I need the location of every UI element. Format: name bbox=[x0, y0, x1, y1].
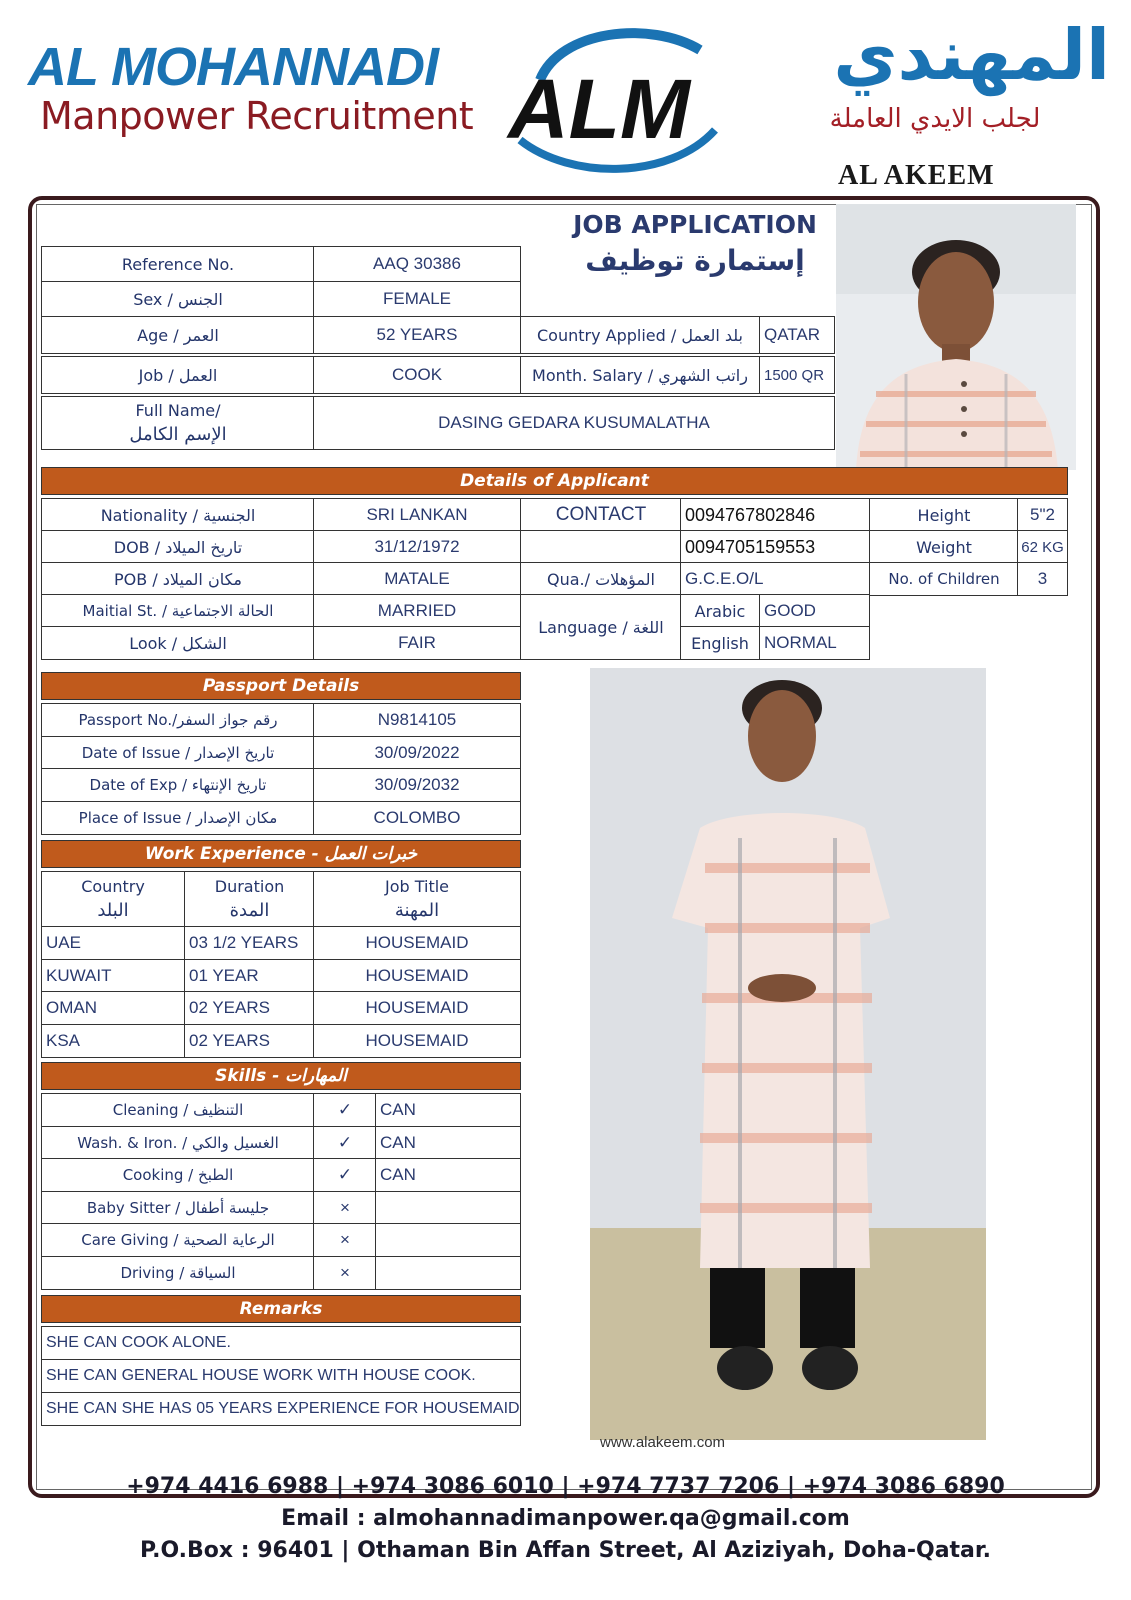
experience-job-title: HOUSEMAID bbox=[313, 959, 521, 993]
footer-address: P.O.Box : 96401 | Othaman Bin Affan Street, Al Aziziyah, Doha-Qatar. bbox=[140, 1538, 991, 1563]
agency-name: AL AKEEM bbox=[838, 160, 995, 191]
skill-cross-icon: × bbox=[313, 1191, 377, 1225]
experience-header bbox=[41, 871, 185, 927]
passport-row-value: COLOMBO bbox=[313, 801, 521, 835]
form-title-en: JOB APPLICATION bbox=[573, 210, 817, 239]
applicant-full-body-photo bbox=[590, 668, 986, 1440]
skill-value bbox=[375, 1191, 521, 1225]
children-value: 3 bbox=[1017, 562, 1068, 596]
remark-line: SHE CAN SHE HAS 05 YEARS EXPERIENCE FOR HOUSEMAID bbox=[41, 1392, 521, 1426]
skill-value: CAN bbox=[375, 1093, 521, 1127]
experience-header bbox=[313, 871, 521, 927]
skill-label: Cooking / الطبخ bbox=[41, 1158, 315, 1192]
age-label: Age / العمر bbox=[41, 316, 315, 354]
section-details-of-applicant: Details of Applicant bbox=[41, 467, 1068, 495]
experience-duration: 01 YEAR bbox=[184, 959, 315, 993]
skill-label: Baby Sitter / جليسة أطفال bbox=[41, 1191, 315, 1225]
contact-blank-cell bbox=[520, 530, 682, 564]
passport-row-label: Date of Issue / تاريخ الإصدار bbox=[41, 736, 315, 770]
alm-logo bbox=[500, 20, 730, 180]
fullname-label bbox=[41, 396, 315, 450]
dob-value: 31/12/1972 bbox=[313, 530, 521, 564]
sex-label: Sex / الجنس bbox=[41, 281, 315, 317]
language-label: Language / اللغة bbox=[520, 594, 682, 660]
experience-job-title: HOUSEMAID bbox=[313, 926, 521, 960]
passport-row-value: 30/09/2022 bbox=[313, 736, 521, 770]
passport-row-value: N9814105 bbox=[313, 703, 521, 737]
skill-value bbox=[375, 1223, 521, 1257]
skill-check-icon: ✓ bbox=[313, 1093, 377, 1127]
company-tagline-ar: لجلب الايدي العاملة bbox=[829, 104, 1041, 134]
qualification-label: Qua./ المؤهلات bbox=[520, 562, 682, 596]
experience-job-title: HOUSEMAID bbox=[313, 991, 521, 1025]
alm-logo-text: ALM bbox=[508, 62, 690, 156]
marital-value: MARRIED bbox=[313, 594, 521, 628]
footer-phones: +974 4416 6988 | +974 3086 6010 | +974 7737 7206 | +974 3086 6890 bbox=[126, 1474, 1005, 1499]
look-label: Look / الشكل bbox=[41, 626, 315, 660]
children-label: No. of Children bbox=[869, 562, 1019, 596]
passport-row-label: Place of Issue / مكان الإصدار bbox=[41, 801, 315, 835]
experience-duration: 02 YEARS bbox=[184, 1024, 315, 1058]
skill-label: Cleaning / التنظيف bbox=[41, 1093, 315, 1127]
weight-label: Weight bbox=[869, 530, 1019, 564]
english-label: English bbox=[680, 626, 760, 660]
sex-value: FEMALE bbox=[313, 281, 521, 317]
english-value: NORMAL bbox=[759, 626, 870, 660]
look-value: FAIR bbox=[313, 626, 521, 660]
photo-caption: www.alakeem.com bbox=[600, 1434, 726, 1451]
experience-duration: 02 YEARS bbox=[184, 991, 315, 1025]
skill-label: Wash. & Iron. / الغسيل والكي bbox=[41, 1126, 315, 1160]
experience-country: KSA bbox=[41, 1024, 185, 1058]
reference-value: AAQ 30386 bbox=[313, 246, 521, 282]
contact-value-1: 0094767802846 bbox=[680, 498, 870, 532]
skill-value bbox=[375, 1256, 521, 1290]
passport-row-value: 30/09/2032 bbox=[313, 768, 521, 802]
marital-label: Maitial St. / الحالة الاجتماعية bbox=[41, 594, 315, 628]
experience-header-ar: المدة bbox=[229, 900, 270, 921]
salary-value: 1500 QR bbox=[759, 356, 835, 394]
skill-value: CAN bbox=[375, 1126, 521, 1160]
contact-value-2: 0094705159553 bbox=[680, 530, 870, 564]
company-name-en: AL MOHANNADI bbox=[28, 37, 438, 97]
experience-header-en: Duration bbox=[214, 877, 285, 896]
experience-header-ar: المهنة bbox=[394, 900, 440, 921]
dob-label: DOB / تاريخ الميلاد bbox=[41, 530, 315, 564]
country-applied-label: Country Applied / بلد العمل bbox=[520, 316, 760, 354]
skill-label: Care Giving / الرعاية الصحية bbox=[41, 1223, 315, 1257]
fullname-value: DASING GEDARA KUSUMALATHA bbox=[313, 396, 835, 450]
applicant-portrait-photo bbox=[836, 204, 1076, 470]
weight-value: 62 KG bbox=[1017, 530, 1068, 564]
section-remarks: Remarks bbox=[41, 1295, 521, 1323]
nationality-label: Nationality / الجنسية bbox=[41, 498, 315, 532]
age-value: 52 YEARS bbox=[313, 316, 521, 354]
height-value: 5"2 bbox=[1017, 498, 1068, 532]
passport-row-label: Date of Exp / تاريخ الإنتهاء bbox=[41, 768, 315, 802]
skill-value: CAN bbox=[375, 1158, 521, 1192]
job-value: COOK bbox=[313, 356, 521, 394]
arabic-value: GOOD bbox=[759, 594, 870, 628]
form-title-ar: إستمارة توظيف bbox=[585, 244, 805, 277]
section-skills: Skills - المهارات bbox=[41, 1062, 521, 1090]
experience-header-ar: البلد bbox=[97, 900, 129, 921]
pob-label: POB / مكان الميلاد bbox=[41, 562, 315, 596]
contact-label: CONTACT bbox=[520, 498, 682, 532]
remark-line: SHE CAN GENERAL HOUSE WORK WITH HOUSE COOK. bbox=[41, 1359, 521, 1393]
arabic-label: Arabic bbox=[680, 594, 760, 628]
salary-label: Month. Salary / راتب الشهري bbox=[520, 356, 760, 394]
height-label: Height bbox=[869, 498, 1019, 532]
skill-label: Driving / السياقة bbox=[41, 1256, 315, 1290]
experience-country: KUWAIT bbox=[41, 959, 185, 993]
country-applied-value: QATAR bbox=[759, 316, 835, 354]
remark-line: SHE CAN COOK ALONE. bbox=[41, 1326, 521, 1360]
nationality-value: SRI LANKAN bbox=[313, 498, 521, 532]
experience-country: OMAN bbox=[41, 991, 185, 1025]
qualification-value: G.C.E.O/L bbox=[680, 562, 870, 596]
footer-email: Email : almohannadimanpower.qa@gmail.com bbox=[281, 1506, 850, 1531]
experience-header-en: Job Title bbox=[384, 877, 450, 896]
company-name-ar: المهندي bbox=[833, 14, 1110, 96]
fullname-label-ar: الإسم الكامل bbox=[129, 424, 227, 445]
passport-row-label: Passport No./رقم جواز السفر bbox=[41, 703, 315, 737]
pob-value: MATALE bbox=[313, 562, 521, 596]
job-label: Job / العمل bbox=[41, 356, 315, 394]
experience-duration: 03 1/2 YEARS bbox=[184, 926, 315, 960]
reference-label: Reference No. bbox=[41, 246, 315, 282]
experience-header-en: Country bbox=[81, 877, 145, 896]
company-tagline-en: Manpower Recruitment bbox=[40, 94, 474, 138]
skill-check-icon: ✓ bbox=[313, 1126, 377, 1160]
skill-check-icon: ✓ bbox=[313, 1158, 377, 1192]
experience-header bbox=[184, 871, 315, 927]
fullname-label-en: Full Name/ bbox=[135, 401, 221, 420]
section-passport-details: Passport Details bbox=[41, 672, 521, 700]
experience-job-title: HOUSEMAID bbox=[313, 1024, 521, 1058]
experience-country: UAE bbox=[41, 926, 185, 960]
skill-cross-icon: × bbox=[313, 1223, 377, 1257]
skill-cross-icon: × bbox=[313, 1256, 377, 1290]
section-work-experience: Work Experience - خبرات العمل bbox=[41, 840, 521, 868]
